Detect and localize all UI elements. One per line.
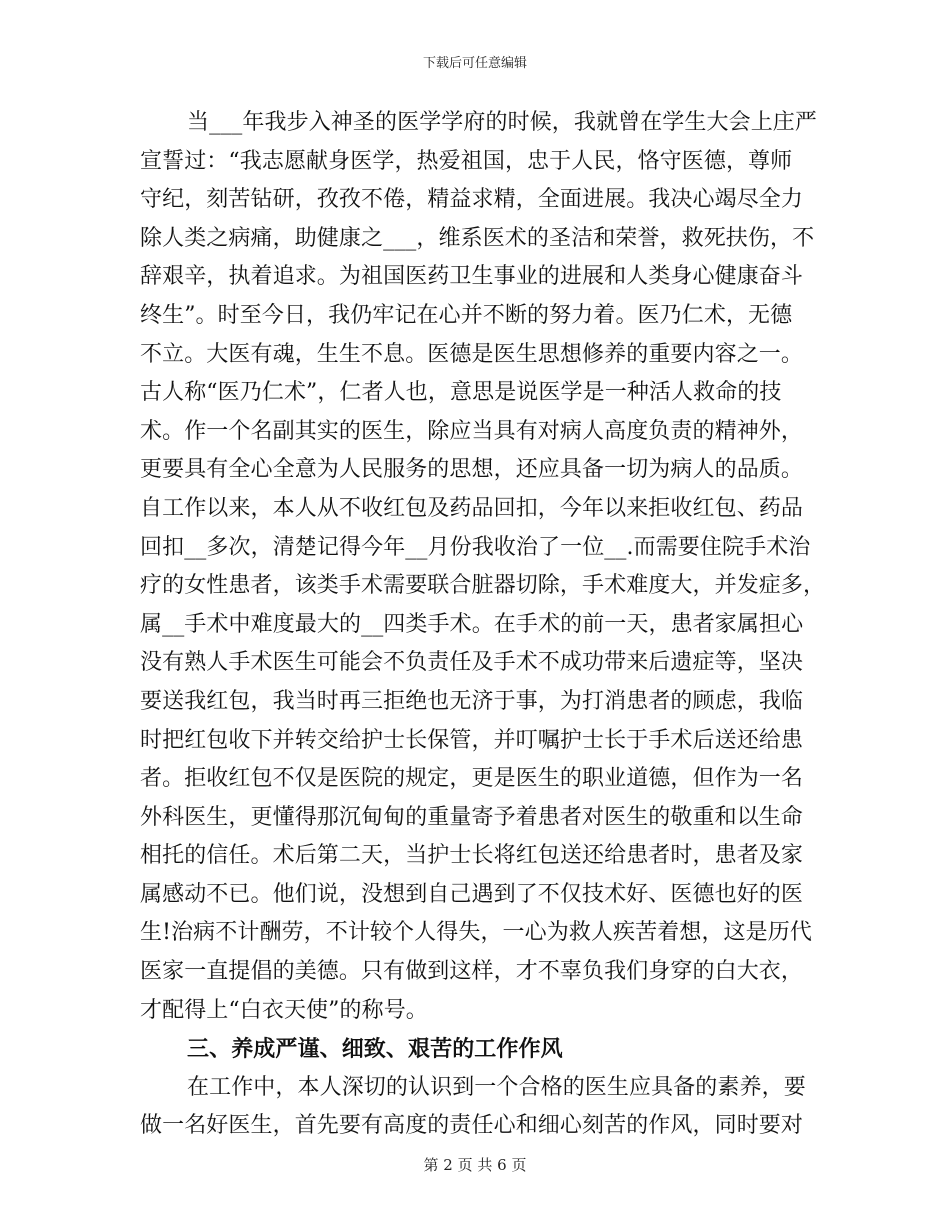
body-text-line: 没有熟人手术医生可能会不负责任及手术不成功带来后遗症等，坚决 bbox=[140, 650, 804, 676]
body-text-line: 医家一直提倡的美德。只有做到这样，才不辜负我们身穿的白大衣， bbox=[140, 959, 804, 985]
body-text-line: 终生”。时至今日，我仍牢记在心并不断的努力着。医乃仁术，无德 bbox=[140, 302, 793, 328]
body-text-line: 宣誓过：“我志愿献身医学，热爱祖国，忠于人民，恪守医德，尊师 bbox=[140, 148, 793, 174]
body-text-line: 者。拒收红包不仅是医院的规定，更是医生的职业道德，但作为一名 bbox=[140, 766, 804, 792]
body-text-line: 术。作一个名副其实的医生，除应当具有对病人高度负责的精神外， bbox=[140, 418, 804, 444]
body-text-line: 更要具有全心全意为人民服务的思想，还应具备一切为病人的品质。 bbox=[140, 457, 804, 483]
body-text-line: 在工作中，本人深切的认识到一个合格的医生应具备的素养，要 bbox=[187, 1074, 806, 1100]
page-footer: 第 2 页 共 6 页 bbox=[423, 1156, 527, 1174]
body-text-line: 守纪，刻苦钻研，孜孜不倦，精益求精，全面进展。我决心竭尽全力 bbox=[140, 187, 804, 213]
body-text-line: 疗的女性患者，该类手术需要联合脏器切除，手术难度大，并发症多， bbox=[140, 573, 826, 599]
body-text-line: 当___年我步入神圣的医学学府的时候，我就曾在学生大会上庄严 bbox=[187, 110, 818, 135]
body-text-line: 要送我红包，我当时再三拒绝也无济于事，为打消患者的顾虑，我临 bbox=[140, 688, 804, 714]
body-text-line: 不立。大医有魂，生生不息。医德是医生思想修养的重要内容之一。 bbox=[140, 341, 804, 367]
body-text-line: 生!治病不计酬劳，不计较个人得失，一心为救人疾苦着想，这是历代 bbox=[140, 920, 812, 946]
body-text-line: 属__手术中难度最大的__四类手术。在手术的前一天，患者家属担心 bbox=[140, 611, 804, 637]
body-text-line: 自工作以来，本人从不收红包及药品回扣，今年以来拒收红包、药品 bbox=[140, 495, 804, 521]
page-header: 下载后可任意编辑 bbox=[422, 56, 527, 71]
body-text-line: 回扣__多次，清楚记得今年__月份我收治了一位__.而需要住院手术治 bbox=[140, 534, 811, 560]
body-text-line: 除人类之病痛，助健康之___，维系医术的圣洁和荣誉，救死扶伤，不 bbox=[140, 225, 815, 251]
section-heading: 三、养成严谨、细致、艰苦的工作作风 bbox=[187, 1036, 563, 1063]
body-text-line: 辞艰辛，执着追求。为祖国医药卫生事业的进展和人类身心健康奋斗 bbox=[140, 264, 804, 290]
body-text-line: 做一名好医生，首先要有高度的责任心和细心刻苦的作风，同时要对 bbox=[140, 1113, 804, 1139]
document-body bbox=[140, 104, 826, 1146]
body-text-line: 属感动不已。他们说，没想到自己遇到了不仅技术好、医德也好的医 bbox=[140, 881, 804, 907]
body-text-line: 才配得上“白衣天使”的称号。 bbox=[140, 997, 428, 1023]
body-text-line: 外科医生，更懂得那沉甸甸的重量寄予着患者对医生的敬重和以生命 bbox=[140, 804, 804, 830]
body-text-line: 相托的信任。术后第二天，当护士长将红包送还给患者时，患者及家 bbox=[140, 843, 804, 869]
body-text-line: 古人称“医乃仁术”，仁者人也，意思是说医学是一种活人救命的技 bbox=[140, 380, 782, 406]
body-text-line: 时把红包收下并转交给护士长保管，并叮嘱护士长于手术后送还给患 bbox=[140, 727, 804, 753]
